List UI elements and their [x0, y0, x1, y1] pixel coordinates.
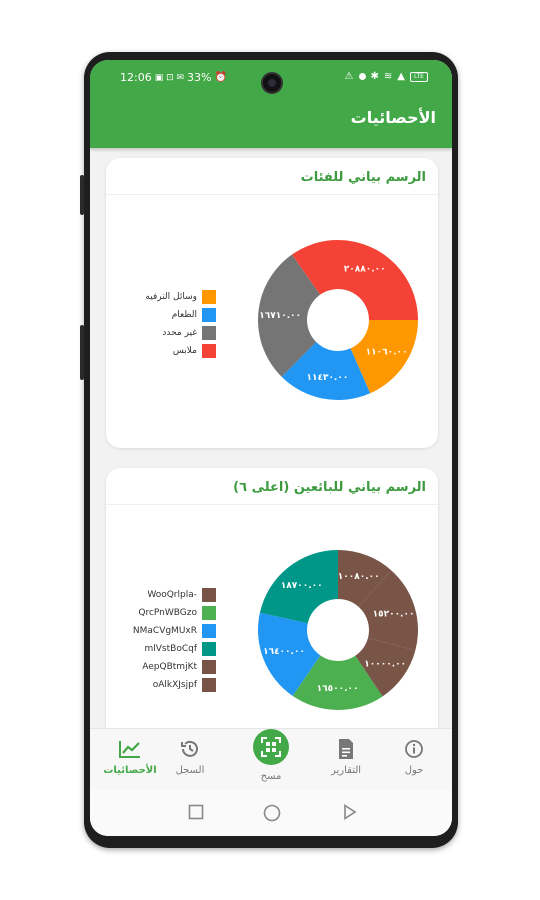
nav-scan-label: مسح: [260, 771, 282, 782]
location-icon: [359, 73, 366, 80]
history-icon: [179, 738, 201, 760]
nav-about[interactable]: [384, 737, 444, 776]
donut-value-label: ١٥٢٠٠.٠٠: [372, 609, 415, 620]
sellers-chart-card: [106, 468, 438, 728]
status-bar: [90, 60, 452, 94]
nav-about-label: حول: [404, 765, 424, 776]
legend-label: وسائل الترفيه: [145, 292, 197, 302]
document-icon: [337, 738, 355, 760]
recents-icon: [188, 804, 204, 820]
notification-icon: ▣ ⊡ ✉: [154, 72, 185, 83]
donut-value-label: ٢٠٨٨٠.٠٠: [343, 264, 386, 275]
line-chart-icon: [118, 739, 142, 759]
legend-label: QrcPnWBGzo: [138, 608, 197, 618]
phone-screen: [90, 60, 452, 836]
legend-item: [126, 324, 216, 342]
recents-button[interactable]: [188, 804, 204, 824]
legend-item: [126, 622, 216, 640]
legend-label: mlVstBoCqf: [144, 644, 197, 654]
qr-scan-icon: [260, 736, 282, 758]
legend-swatch: [202, 588, 216, 602]
nav-history-label: السجل: [175, 765, 205, 776]
legend-swatch: [202, 308, 216, 322]
donut-value-label: ١١٠٦٠.٠٠: [365, 347, 408, 358]
legend-swatch: [202, 290, 216, 304]
battery-icon: LTE: [410, 72, 428, 82]
sellers-card-title: الرسم بياني للبائعين (اعلى ٦): [233, 480, 426, 495]
legend-item: [126, 342, 216, 360]
legend-item: [126, 640, 216, 658]
legend-label: AepQBtmjKt: [142, 662, 197, 672]
legend-label: الطعام: [171, 310, 197, 320]
legend-label: ملابس: [172, 346, 197, 356]
nav-stats[interactable]: [100, 737, 160, 776]
legend-label: غير محدد: [162, 328, 197, 338]
legend-label: WooQrlpla-: [147, 590, 197, 600]
donut-value-label: ١٦٧١٠.٠٠: [259, 311, 302, 322]
donut-value-label: ١٠٠٨٠.٠٠: [337, 571, 380, 582]
legend-swatch: [202, 624, 216, 638]
categories-chart-card: [106, 158, 438, 448]
nav-scan[interactable]: [241, 737, 301, 782]
nav-history[interactable]: [160, 737, 220, 776]
legend-item: [126, 676, 216, 694]
data-saver-icon: ⚠: [344, 71, 354, 82]
page-title: الأحصائيات: [350, 108, 436, 127]
stats-content[interactable]: [90, 148, 452, 728]
bluetooth-icon: ✱: [370, 71, 379, 82]
legend-swatch: [202, 642, 216, 656]
back-icon: [342, 804, 358, 820]
legend-item: [126, 306, 216, 324]
side-button: [80, 325, 84, 380]
legend-item: [126, 658, 216, 676]
home-button[interactable]: [263, 804, 281, 826]
battery-percent: 33%: [187, 71, 212, 84]
donut-slice[interactable]: [292, 240, 418, 320]
nav-stats-label: الأحصائيات: [103, 765, 157, 776]
donut-value-label: ١٠٠٠٠.٠٠: [364, 659, 407, 670]
donut-value-label: ١٨٧٠٠.٠٠: [280, 580, 323, 591]
app-bar: [90, 94, 452, 148]
legend-item: [126, 586, 216, 604]
legend-swatch: [202, 660, 216, 674]
legend-swatch: [202, 326, 216, 340]
volume-button: [80, 175, 84, 215]
legend-swatch: [202, 678, 216, 692]
system-navigation-bar: [90, 790, 452, 836]
bottom-navigation: [90, 728, 452, 791]
home-icon: [263, 804, 281, 822]
wifi-icon: ≋: [383, 71, 393, 82]
legend-label: oAlkXJsjpf: [152, 680, 197, 690]
signal-icon: ▲: [397, 71, 405, 82]
status-time: 12:06: [120, 71, 152, 84]
nav-reports-label: التقارير: [330, 765, 362, 776]
legend-item: [126, 604, 216, 622]
donut-value-label: ١٦٤٠٠.٠٠: [263, 647, 305, 658]
info-icon: [404, 739, 424, 759]
legend-label: NMaCVgMUxR: [132, 626, 197, 636]
categories-donut-chart[interactable]: [256, 238, 420, 402]
card-divider: [106, 194, 438, 195]
categories-card-title: الرسم بياني للفئات: [300, 170, 426, 185]
categories-legend: [126, 288, 216, 360]
legend-swatch: [202, 606, 216, 620]
camera-cutout: [261, 72, 283, 94]
back-button[interactable]: [342, 804, 358, 824]
nav-reports[interactable]: [316, 737, 376, 776]
donut-value-label: ١٦٥٠٠.٠٠: [316, 683, 359, 694]
card-divider: [106, 504, 438, 505]
sellers-donut-chart[interactable]: [256, 548, 420, 712]
alarm-icon: ⏰: [214, 72, 227, 83]
legend-swatch: [202, 344, 216, 358]
scan-button[interactable]: [253, 729, 289, 765]
sellers-legend: [126, 586, 216, 694]
donut-value-label: ١١٤٣٠.٠٠: [306, 373, 349, 384]
legend-item: [126, 288, 216, 306]
